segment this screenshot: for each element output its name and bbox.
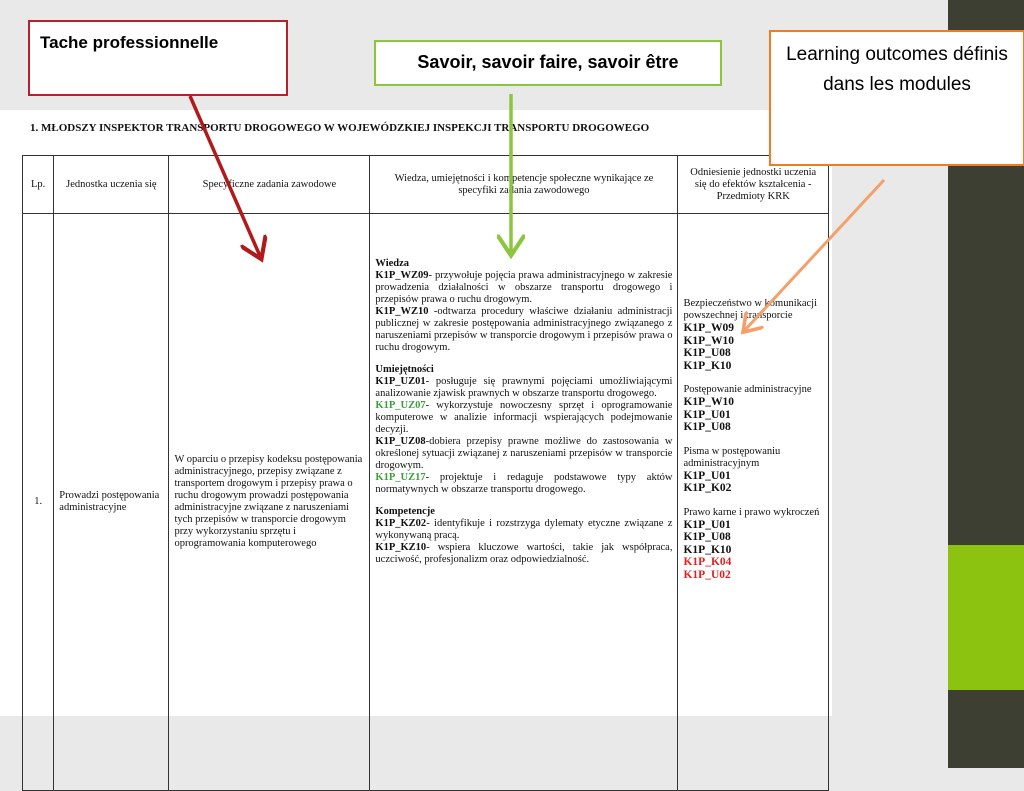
outcome-code: K1P_UZ07 [375, 400, 426, 411]
callout-tache-label: Tache professionnelle [40, 33, 219, 52]
header-jednostka: Jednostka uczenia się [54, 156, 169, 214]
wiedza-section-heading: Wiedza [375, 258, 410, 269]
outcome-text: - identyfikuje i rozstrzyga dylematy etyczne związane z wykonywaną pracą. [375, 518, 673, 541]
outcome-code: K1P_UZ17 [375, 472, 426, 483]
krk-code: K1P_K02 [683, 482, 732, 494]
cell-lp: 1. [23, 214, 54, 791]
subject-label: Pisma w postępowaniu administracyjnym [683, 445, 781, 469]
header-zadania: Specyficzne zadania zawodowe [169, 156, 370, 214]
subject-label: Postępowanie administracyjne [683, 384, 812, 395]
krk-code: K1P_W10 [683, 334, 734, 347]
outcome-text: -dobiera przepisy prawne możliwe do zastosowania w określonej sytuacji związanej z naruszeniami przepisów w transporcie drogowym. [375, 436, 673, 471]
wiedza-section-heading: Umiejętności [375, 364, 434, 375]
outcome-text: - przywołuje pojęcia prawa administracyjnego w zakresie prowadzenia działalności w obszarze transportu drogowego i przepisów prawa o ruchu drogowym. [375, 270, 673, 305]
outcome-text: - wspiera kluczowe wartości, takie jak współpraca, uczciwość, profesjonalizm oraz odpowiedzialność. [375, 542, 673, 565]
outcome-text: -odtwarza procedury właściwe działaniu administracji publicznej w zakresie postępowania administracyjnego związanego z naruszeniami przepisów w transporcie drogowym i przepisów prawa o ruchu drogowym. [375, 306, 673, 353]
header-lp: Lp. [23, 156, 54, 214]
callout-learning-outcomes-label: Learning outcomes définis dans les modules [786, 44, 1008, 95]
arrow-learning-outcomes [745, 180, 884, 330]
krk-code: K1P_U08 [683, 531, 731, 543]
cell-jednostka: Prowadzi postępowania administracyjne [54, 214, 169, 791]
krk-code: K1P_K10 [683, 359, 732, 372]
arrow-tache [190, 96, 260, 256]
krk-code: K1P_U01 [683, 518, 731, 531]
krk-code: K1P_K04 [683, 556, 732, 568]
subject-label: Prawo karne i prawo wykroczeń [683, 506, 820, 518]
krk-code: K1P_U08 [683, 347, 731, 359]
callout-savoir-label: Savoir, savoir faire, savoir être [417, 52, 679, 72]
document-title: 1. MŁODSZY INSPEKTOR TRANSPORTU DROGOWEGO W WOJEWÓDZKIEJ INSPEKCJI TRANSPORTU DROGOWEGO [30, 122, 650, 134]
outcome-code: K1P_UZ08 [375, 436, 426, 447]
outcome-code: K1P_UZ01 [375, 376, 426, 387]
cell-zadania: W oparciu o przepisy kodeksu postępowania administracyjnego, przepisy związane z transportem drogowym i przepisy prawa o ruchu drogowym prowadzi postępowania administracyjne związane z naruszeniami tych przepisów w transporcie drogowym przy wykorzystaniu sprzętu i oprogramowania komputerowego [169, 214, 370, 791]
outcome-text: - posługuje się prawnymi pojęciami umożliwiającymi analizowanie zjawisk prawnych w obszarze transportu drogowego. [375, 376, 673, 399]
wiedza-section-heading: Kompetencje [375, 506, 435, 517]
krk-code: K1P_U01 [683, 469, 731, 482]
outcome-text: - projektuje i redaguje podstawowe typy aktów normatywnych w obszarze transportu drogowego. [375, 472, 673, 495]
header-odniesienie: Odniesienie jednostki uczenia się do efektów kształcenia - Przedmioty KRK [678, 156, 829, 214]
outcome-code: K1P_KZ02 [375, 518, 427, 529]
krk-code: K1P_U02 [683, 568, 731, 581]
outcome-code: K1P_WZ09 [375, 270, 429, 281]
outcome-code: K1P_KZ10 [375, 542, 427, 553]
outcome-code: K1P_WZ10 [375, 306, 429, 317]
krk-code: K1P_U08 [683, 421, 731, 433]
subject-label: Bezpieczeństwo w komunikacji powszechnej i transporcie [683, 298, 818, 321]
krk-code: K1P_W09 [683, 322, 734, 334]
header-wiedza: Wiedza, umiejętności i kompetencje społeczne wynikające ze specyfiki zadania zawodowego [370, 156, 678, 214]
krk-code: K1P_U01 [683, 408, 731, 421]
krk-code: K1P_W10 [683, 396, 734, 408]
krk-code: K1P_K10 [683, 543, 732, 556]
outcome-text: - wykorzystuje nowoczesny sprzęt i oprogramowanie komputerowe w analizie informacji wspierających podejmowanie decyzji. [375, 400, 673, 435]
